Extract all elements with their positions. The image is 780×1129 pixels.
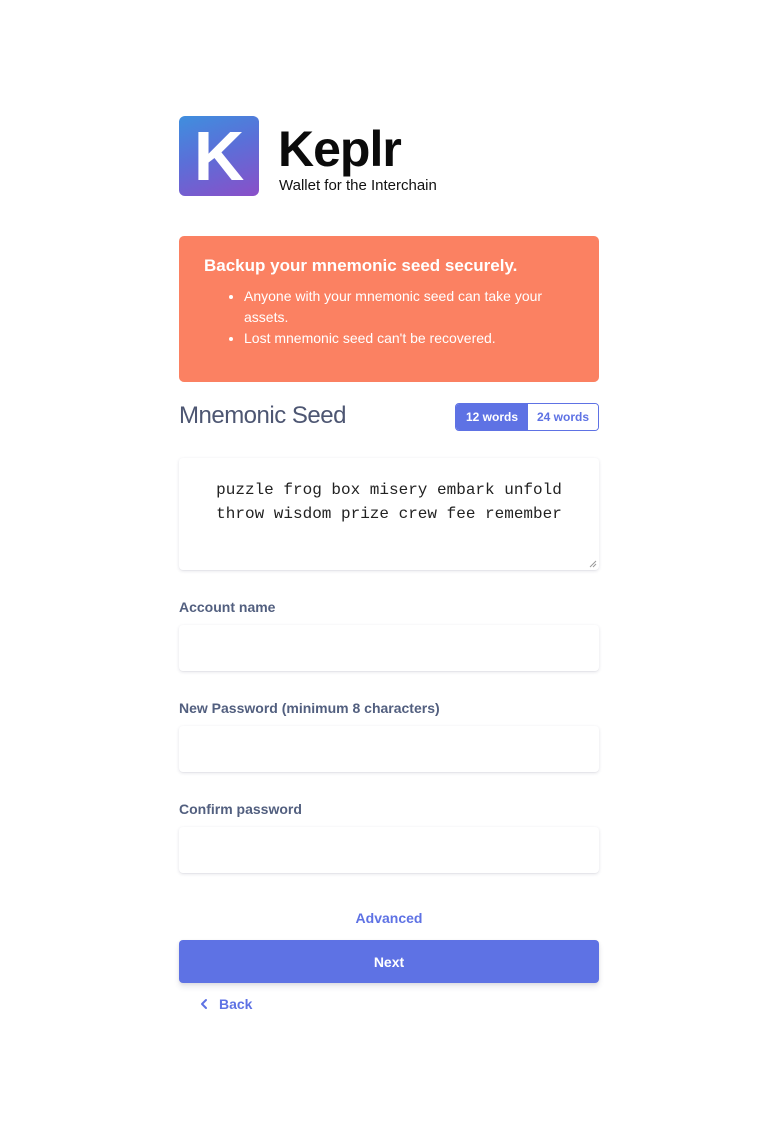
backup-warning-alert <box>179 236 599 382</box>
back-label: Back <box>219 996 253 1012</box>
account-name-input[interactable] <box>179 625 599 671</box>
advanced-link[interactable]: Advanced <box>355 910 423 926</box>
account-name-label: Account name <box>179 599 276 615</box>
alert-item: • Anyone with your mnemonic seed can take your assets. <box>244 286 574 328</box>
logo-letter: K <box>193 117 245 195</box>
keplr-logo-icon <box>179 116 259 196</box>
mnemonic-text: puzzle frog box misery embark unfold throw wisdom prize crew fee remember <box>216 481 562 523</box>
confirm-password-label: Confirm password <box>179 801 302 817</box>
alert-item: • Lost mnemonic seed can't be recovered. <box>244 328 574 349</box>
brand-header <box>179 116 599 196</box>
next-button[interactable]: Next <box>179 940 599 983</box>
word-count-toggle <box>455 403 599 431</box>
brand-tagline: Wallet for the Interchain <box>279 177 437 194</box>
resize-grip-icon[interactable] <box>589 560 597 568</box>
new-password-input[interactable] <box>179 726 599 772</box>
confirm-password-input[interactable] <box>179 827 599 873</box>
alert-list <box>204 286 574 349</box>
mnemonic-textarea[interactable] <box>179 458 599 570</box>
back-button[interactable] <box>199 994 252 1014</box>
24-words-button[interactable]: 24 words <box>528 404 598 430</box>
12-words-button[interactable]: 12 words <box>456 404 528 430</box>
alert-title: Backup your mnemonic seed securely. <box>204 256 518 275</box>
mnemonic-seed-title: Mnemonic Seed <box>179 402 346 429</box>
chevron-left-icon <box>199 998 209 1010</box>
new-password-label: New Password (minimum 8 characters) <box>179 700 440 716</box>
brand-name: Keplr <box>278 121 401 177</box>
